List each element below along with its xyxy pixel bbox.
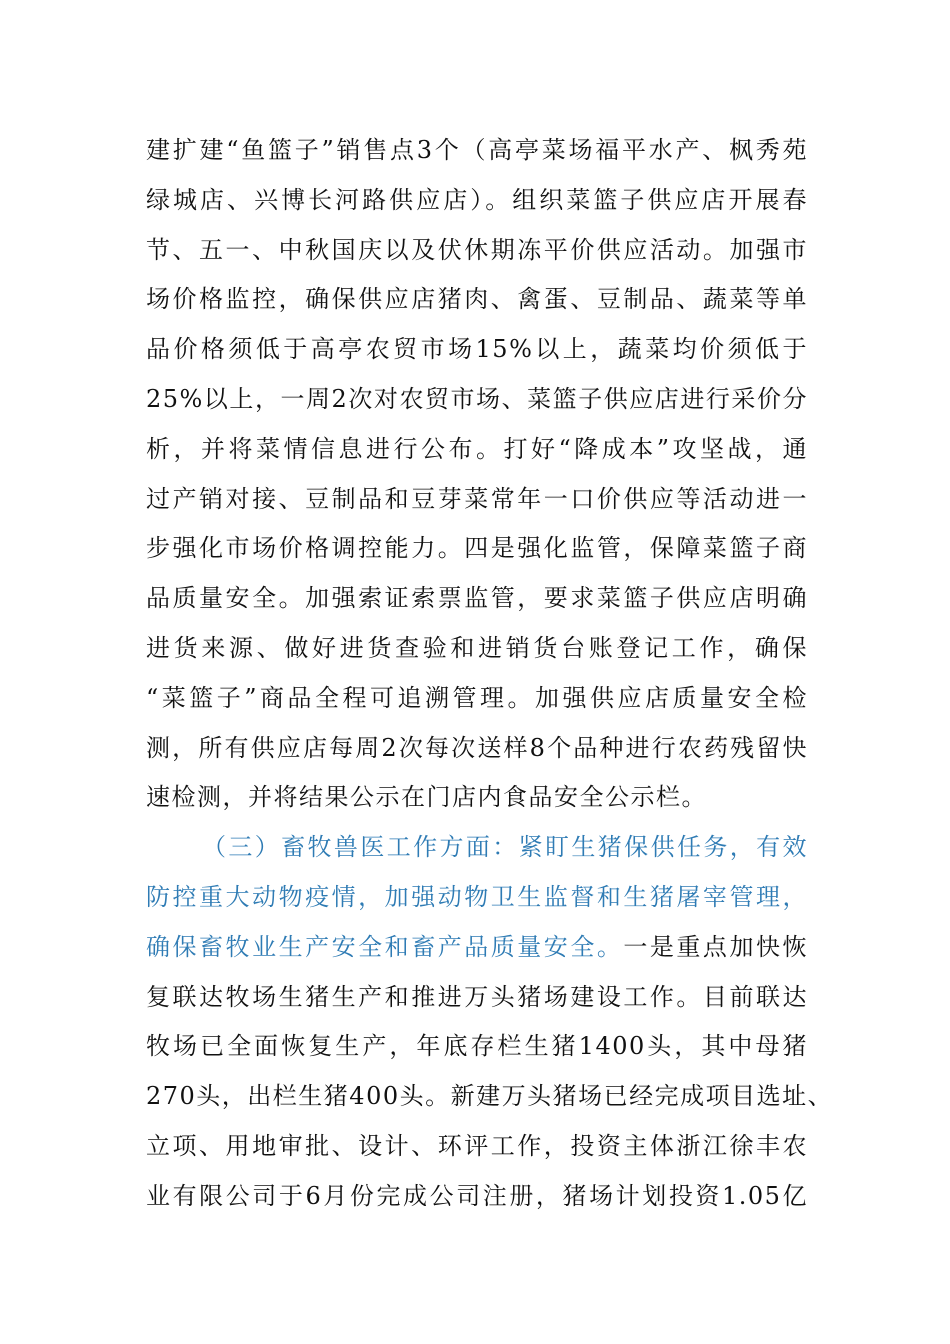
paragraph-text: 绿城店、兴博长河路供应店）。组织菜篮子供应店开展春 — [146, 185, 808, 214]
text-line — [146, 1122, 808, 1172]
paragraph-text: 25%以上，一周2次对农贸市场、菜篮子供应店进行采价分 — [146, 384, 808, 413]
text-line — [146, 574, 808, 624]
paragraph-text: 270头，出栏生猪400头。新建万头猪场已经完成项目选址、 — [146, 1082, 834, 1111]
body-text — [146, 126, 834, 1222]
text-line — [146, 823, 808, 873]
section-heading-text: 防控重大动物疫情，加强动物卫生监督和生猪屠宰管理， — [146, 882, 808, 911]
text-line — [146, 674, 808, 724]
text-line — [146, 773, 808, 823]
paragraph-text: 一是重点加快恢 — [623, 932, 808, 961]
text-line — [146, 475, 808, 525]
text-line — [146, 524, 808, 574]
paragraph-text: “菜篮子”商品全程可追溯管理。加强供应店质量安全检 — [146, 683, 808, 712]
text-line — [146, 176, 808, 226]
paragraph-text: 步强化市场价格调控能力。四是强化监管，保障菜篮子商 — [146, 534, 808, 563]
text-line — [146, 425, 808, 475]
text-line — [146, 1072, 834, 1122]
text-line — [146, 226, 808, 276]
text-line — [146, 126, 808, 176]
paragraph-text: 节、五一、中秋国庆以及伏休期冻平价供应活动。加强市 — [146, 235, 808, 264]
section-heading-text: 确保畜牧业生产安全和畜产品质量安全。 — [146, 932, 624, 961]
paragraph-text: 过产销对接、豆制品和豆芽菜常年一口价供应等活动进一 — [146, 484, 808, 513]
section-heading-text: （三）畜牧兽医工作方面：紧盯生猪保供任务，有效 — [202, 833, 808, 862]
paragraph-text: 速检测，并将结果公示在门店内食品安全公示栏。 — [146, 783, 707, 812]
text-line — [146, 724, 808, 774]
text-line — [146, 873, 808, 923]
paragraph-text: 品质量安全。加强索证索票监管，要求菜篮子供应店明确 — [146, 584, 808, 613]
paragraph-text: 立项、用地审批、设计、环评工作，投资主体浙江徐丰农 — [146, 1131, 808, 1160]
text-line — [146, 275, 808, 325]
paragraph-text: 测，所有供应店每周2次每次送样8个品种进行农药残留快 — [146, 733, 808, 762]
text-line — [146, 375, 808, 425]
text-line — [146, 923, 808, 973]
paragraph-text: 析，并将菜情信息进行公布。打好“降成本”攻坚战，通 — [146, 434, 808, 463]
paragraph-text: 品价格须低于高亭农贸市场15%以上，蔬菜均价须低于 — [146, 335, 808, 364]
paragraph-text: 建扩建“鱼篮子”销售点3个（高亭菜场福平水产、枫秀苑 — [146, 136, 808, 164]
text-line — [146, 1172, 808, 1222]
text-line — [146, 973, 808, 1023]
paragraph-text: 复联达牧场生猪生产和推进万头猪场建设工作。目前联达 — [146, 982, 808, 1011]
text-line — [146, 624, 808, 674]
text-line — [146, 325, 808, 375]
paragraph-text: 场价格监控，确保供应店猪肉、禽蛋、豆制品、蔬菜等单 — [146, 285, 808, 314]
paragraph-text: 进货来源、做好进货查验和进销货台账登记工作，确保 — [146, 633, 808, 662]
paragraph-text: 牧场已全面恢复生产，年底存栏生猪1400头，其中母猪 — [146, 1032, 808, 1061]
text-line — [146, 1022, 808, 1072]
paragraph-text: 业有限公司于6月份完成公司注册，猪场计划投资1.05亿 — [146, 1181, 808, 1210]
